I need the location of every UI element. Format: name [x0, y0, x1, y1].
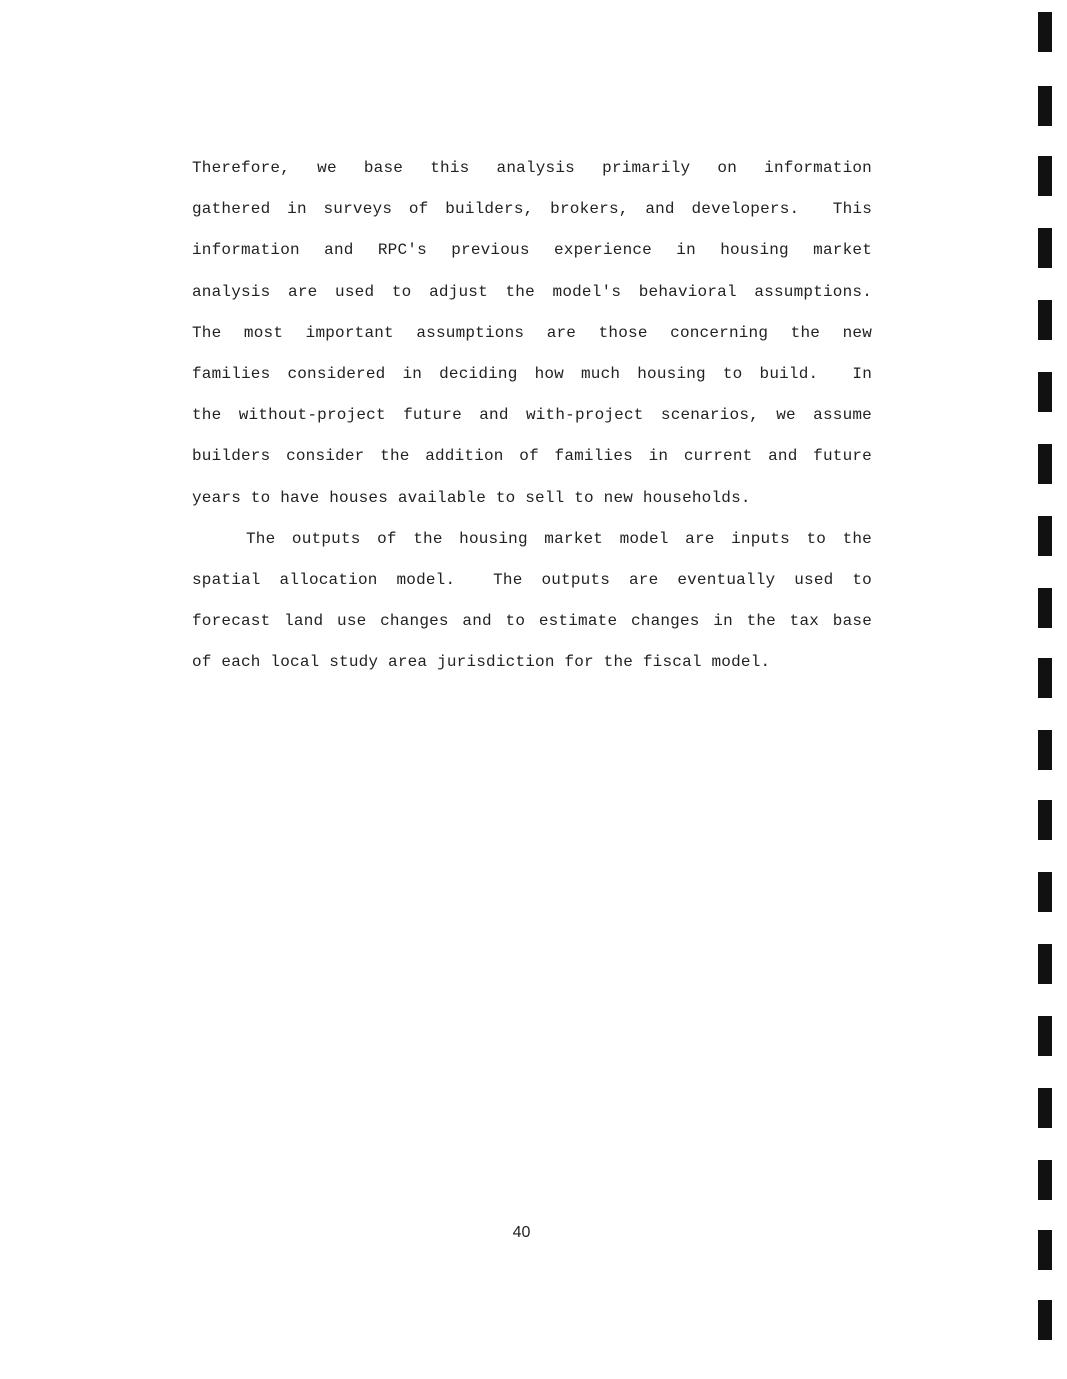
- binding-hole: [1038, 516, 1052, 556]
- text-line: Therefore, we base this analysis primarily on information: [192, 159, 872, 177]
- body-text: [192, 152, 872, 687]
- binding-hole: [1038, 12, 1052, 52]
- binding-hole: [1038, 658, 1052, 698]
- text-line: gathered in surveys of builders, brokers, and developers. This: [192, 200, 872, 219]
- text-line: information and RPC's previous experience in housing market: [192, 241, 872, 260]
- binding-hole: [1038, 86, 1052, 126]
- text-line: builders consider the addition of families in current and future: [192, 447, 872, 466]
- binding-hole: [1038, 1300, 1052, 1340]
- binding-hole: [1038, 228, 1052, 268]
- paragraph-2: [192, 523, 872, 688]
- text-line: years to have houses available to sell to new households.: [192, 488, 751, 507]
- binding-hole: [1038, 372, 1052, 412]
- binding-hole: [1038, 1088, 1052, 1128]
- binding-hole: [1038, 1230, 1052, 1270]
- binding-hole: [1038, 588, 1052, 628]
- binding-hole: [1038, 156, 1052, 196]
- text-line: analysis are used to adjust the model's behavioral assumptions.: [192, 282, 872, 301]
- page-number: 40: [512, 1224, 531, 1241]
- text-line: spatial allocation model. The outputs are eventually used to: [192, 570, 872, 589]
- paragraph-1: [192, 152, 872, 523]
- text-line: of each local study area jurisdiction for the fiscal model.: [192, 653, 771, 672]
- binding-hole: [1038, 944, 1052, 984]
- text-line: forecast land use changes and to estimate changes in the tax base: [192, 612, 872, 631]
- text-line: The outputs of the housing market model are inputs to the: [246, 529, 872, 548]
- binding-hole: [1038, 444, 1052, 484]
- text-line: The most important assumptions are those concerning the new: [192, 323, 872, 342]
- text-line: the without-project future and with-project scenarios, we assume: [192, 406, 872, 425]
- binding-hole: [1038, 1016, 1052, 1056]
- binding-hole: [1038, 872, 1052, 912]
- binding-holes: [1038, 0, 1054, 1379]
- binding-hole: [1038, 1160, 1052, 1200]
- text-line: families considered in deciding how much housing to build. In: [192, 364, 872, 383]
- binding-hole: [1038, 800, 1052, 840]
- binding-hole: [1038, 300, 1052, 340]
- binding-hole: [1038, 730, 1052, 770]
